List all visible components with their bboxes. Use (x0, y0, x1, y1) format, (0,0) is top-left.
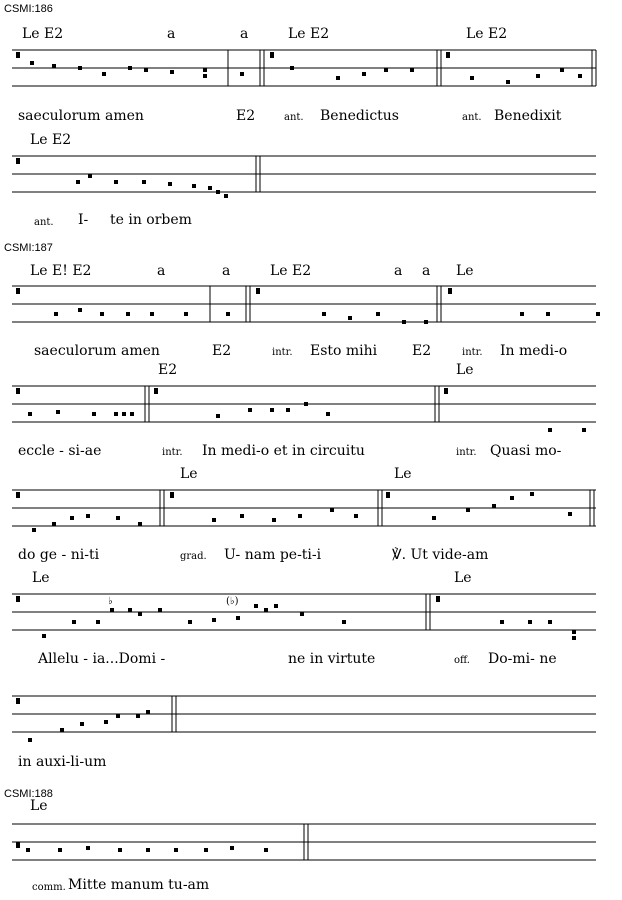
mark: a (394, 263, 403, 279)
rubric: intr. (462, 347, 483, 358)
lyric: E2 (412, 343, 432, 359)
lyric: E2 (212, 343, 232, 359)
accidental: ♭ (108, 596, 113, 607)
staff (0, 150, 622, 200)
lyric: ℣. Ut vide-am (392, 547, 489, 563)
rubric: intr. (272, 347, 293, 358)
rubric: comm. (32, 882, 66, 893)
rubric: ant. (34, 217, 54, 228)
lyric: Allelu - ia...Domi - (38, 651, 166, 667)
mark: Le (30, 798, 48, 814)
lyric: do ge - ni-ti (18, 547, 100, 563)
lyric: te in orbem (110, 212, 192, 228)
lyric: In medi-o (500, 343, 568, 359)
lyric: E2 (236, 108, 256, 124)
staff (0, 588, 622, 638)
mark: Le E2 (270, 263, 312, 279)
section-header: CSMI:187 (4, 242, 53, 254)
mark: Le (32, 570, 50, 586)
lyric: in auxi-li-um (18, 754, 107, 770)
lyric: eccle - si-ae (18, 443, 102, 459)
lyric: In medi-o et in circuitu (202, 443, 365, 459)
mark: Le E2 (466, 26, 508, 42)
rubric: intr. (456, 447, 477, 458)
mark: E2 (158, 362, 178, 378)
rubric: intr. (162, 447, 183, 458)
mark: a (222, 263, 231, 279)
mark: Le (394, 466, 412, 482)
mark: Le E2 (22, 26, 64, 42)
mark: Le E2 (288, 26, 330, 42)
mark: a (422, 263, 431, 279)
mark: Le (180, 466, 198, 482)
lyric: Quasi mo- (490, 443, 562, 459)
mark: Le (456, 362, 474, 378)
lyric: U- nam pe-ti-i (224, 547, 322, 563)
accidental: (♭) (226, 596, 239, 607)
lyric: Do-mi- ne (488, 651, 557, 667)
staff (0, 282, 622, 332)
section-header: CSMI:188 (4, 788, 53, 800)
staff (0, 690, 622, 740)
mark: a (240, 26, 249, 42)
lyric: ne in virtute (288, 651, 376, 667)
staff (0, 818, 622, 868)
mark: Le E2 (30, 132, 72, 148)
staff (0, 380, 622, 430)
rubric: ant. (284, 112, 304, 123)
mark: Le E! E2 (30, 263, 92, 279)
lyric: Benedixit (494, 108, 562, 124)
lyric: I- (78, 212, 89, 228)
staff (0, 46, 622, 96)
lyric: Mitte manum tu-am (68, 877, 210, 893)
mark: Le (454, 570, 472, 586)
rubric: off. (454, 655, 470, 666)
rubric: grad. (180, 551, 207, 562)
rubric: ant. (462, 112, 482, 123)
mark: a (167, 26, 176, 42)
mark: a (157, 263, 166, 279)
lyric: saeculorum amen (18, 108, 144, 124)
mark: Le (456, 263, 474, 279)
section-header: CSMI:186 (4, 3, 53, 15)
staff (0, 484, 622, 534)
lyric: Benedictus (320, 108, 399, 124)
lyric: saeculorum amen (34, 343, 160, 359)
lyric: Esto mihi (310, 343, 378, 359)
